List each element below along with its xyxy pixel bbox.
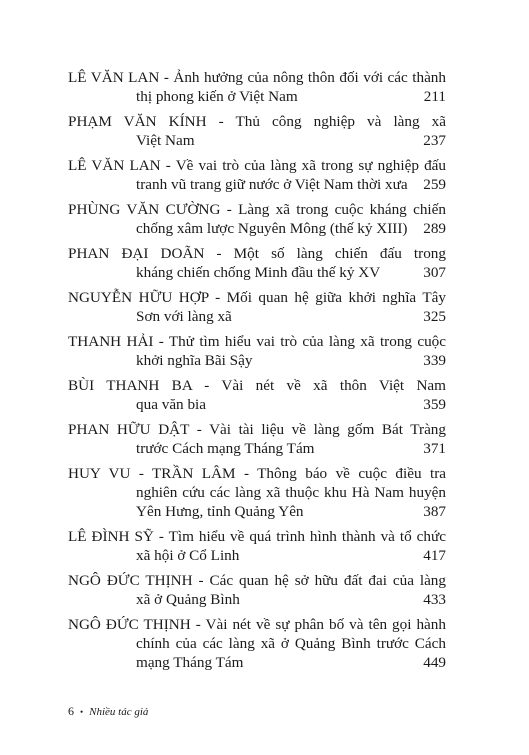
footer-bullet: • (80, 706, 84, 717)
toc-entry-title-cont: chính của các làng xã ở Quảng Bình trước Cách (136, 635, 446, 652)
toc-entry (68, 376, 446, 414)
toc-entry-title: PHÙNG VĂN CƯỜNG - Làng xã trong cuộc kháng chiến (68, 201, 446, 218)
toc-entry-title: THANH HẢI - Thử tìm hiểu vai trò của làng xã trong cuộc (68, 333, 446, 350)
toc-page-number: 371 (423, 440, 446, 457)
toc-page-number: 449 (423, 654, 446, 671)
toc-entry-title-end: kháng chiến chống Minh đầu thế kỷ XV (136, 264, 381, 281)
toc-entry (68, 420, 446, 458)
toc-entry (68, 571, 446, 609)
toc-page-number: 325 (423, 308, 446, 325)
toc-entry-title: NGÔ ĐỨC THỊNH - Vài nét về sự phân bố và tên gọi hành (68, 616, 446, 633)
toc-entry-title: LÊ VĂN LAN - Ảnh hưởng của nông thôn đối với các thành (68, 69, 446, 86)
toc-page-number: 339 (423, 352, 446, 369)
toc-page-number: 307 (423, 264, 446, 281)
toc-entry-title: HUY VU - TRẦN LÂM - Thông báo về cuộc điều tra (68, 465, 446, 482)
toc-entry-title-end: thị phong kiến ở Việt Nam (136, 88, 298, 105)
toc-entry-title: NGÔ ĐỨC THỊNH - Các quan hệ sở hữu đất đai của làng (68, 572, 446, 589)
toc-entry-title: PHẠM VĂN KÍNH - Thủ công nghiệp và làng xã (68, 113, 446, 130)
toc-entry (68, 288, 446, 326)
toc-page-number: 237 (423, 132, 446, 149)
toc-entry-title: PHAN HỮU DẬT - Vài tài liệu về làng gốm Bát Tràng (68, 421, 446, 438)
toc-entry-title-end: xã hội ở Cổ Linh (136, 547, 240, 564)
toc-entry-title-end: qua văn bia (136, 396, 207, 413)
toc-entry (68, 200, 446, 238)
toc-entry-title-end: chống xâm lược Nguyên Mông (thế kỷ XIII) (136, 220, 408, 237)
toc-entry-title: NGUYỄN HỮU HỢP - Mối quan hệ giữa khởi nghĩa Tây (68, 289, 446, 306)
toc-page-number: 359 (423, 396, 446, 413)
toc-entry-title: LÊ ĐÌNH SỸ - Tìm hiểu về quá trình hình thành và tổ chức (68, 528, 446, 545)
toc-page-number: 211 (423, 88, 446, 105)
toc-entry (68, 527, 446, 565)
toc-page-number: 387 (423, 503, 446, 520)
toc-page-number: 417 (423, 547, 446, 564)
toc-entry-title: PHAN ĐẠI DOÃN - Một số làng chiến đấu trong (68, 245, 446, 262)
toc-entry-title-cont: nghiên cứu các làng xã thuộc khu Hà Nam huyện (136, 484, 446, 501)
toc-entry-title-end: tranh vũ trang giữ nước ở Việt Nam thời xưa (136, 176, 408, 193)
toc-entry (68, 112, 446, 150)
toc-page-number: 289 (423, 220, 446, 237)
toc-entry-title-end: khởi nghĩa Bãi Sậy (136, 352, 253, 369)
toc-entry (68, 244, 446, 282)
toc-entry (68, 615, 446, 672)
toc-entry (68, 156, 446, 194)
toc-page-number: 433 (423, 591, 446, 608)
toc-entry-title: LÊ VĂN LAN - Về vai trò của làng xã trong sự nghiệp đấu (68, 157, 446, 174)
toc-entry-title-end: Yên Hưng, tỉnh Quảng Yên (136, 503, 304, 520)
toc-entry (68, 464, 446, 521)
footer-book-title: Nhiều tác giả (89, 705, 149, 718)
page-footer (68, 704, 148, 719)
footer-page-number: 6 (68, 704, 74, 718)
toc-entry-title-end: mạng Tháng Tám (136, 654, 244, 671)
table-of-contents (68, 68, 446, 678)
toc-entry-title-end: Sơn với làng xã (136, 308, 232, 325)
toc-page-number: 259 (423, 176, 446, 193)
toc-entry (68, 332, 446, 370)
toc-entry-title-end: Việt Nam (136, 132, 195, 149)
toc-entry (68, 68, 446, 106)
toc-entry-title: BÙI THANH BA - Vài nét về xã thôn Việt Nam (68, 377, 446, 394)
toc-entry-title-end: xã ở Quảng Bình (136, 591, 240, 608)
toc-entry-title-end: trước Cách mạng Tháng Tám (136, 440, 315, 457)
